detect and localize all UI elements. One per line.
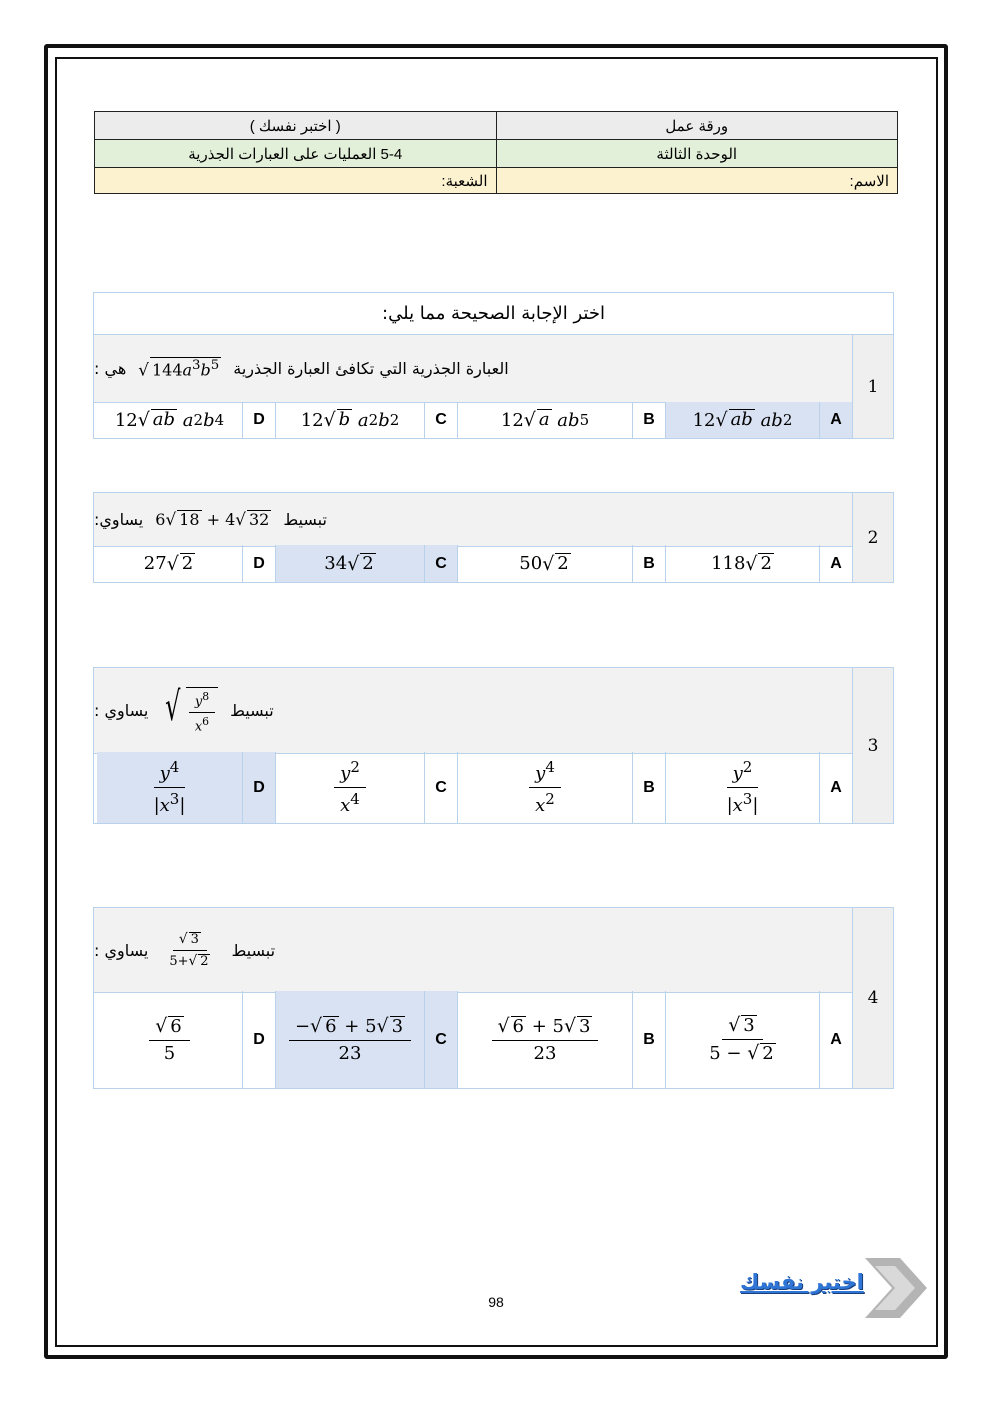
option-a[interactable]: $\frac{√ 3}{5 - √ 2}$ bbox=[665, 991, 819, 1088]
stem-text: العبارة الجذرية التي تكافئ العبارة الجذرية bbox=[233, 359, 509, 378]
option-d[interactable]: $\frac{√ 6}{5}$ bbox=[97, 991, 242, 1088]
question-number: 3 bbox=[852, 668, 893, 823]
option-label-d: D bbox=[242, 991, 275, 1088]
option-label-b: B bbox=[632, 752, 665, 823]
option-label-b: B bbox=[632, 991, 665, 1088]
question-4 bbox=[93, 907, 894, 1089]
self-test-badge[interactable]: اختبر نفسك bbox=[740, 1270, 864, 1294]
question-stem bbox=[94, 668, 852, 754]
option-label-d: D bbox=[242, 752, 275, 823]
option-c[interactable]: $\frac{y^2}{x^4}$ bbox=[275, 752, 424, 823]
option-d[interactable]: 27 √ 2 bbox=[143, 552, 194, 575]
stem-text: تبسيط bbox=[230, 701, 274, 720]
stem-math: √ $\frac{y^8}{x^6}$ bbox=[160, 687, 218, 735]
stem-text: تبسيط bbox=[283, 510, 327, 529]
option-d[interactable]: $\frac{y^4}{|x^3|}$ bbox=[97, 752, 242, 823]
option-c[interactable]: 12 √ b a 2 b 2 bbox=[275, 402, 424, 438]
question-stem bbox=[94, 335, 852, 403]
option-label-a: A bbox=[819, 402, 852, 438]
option-label-d: D bbox=[242, 402, 275, 438]
question-1 bbox=[93, 334, 894, 439]
option-label-d: D bbox=[242, 545, 275, 582]
stem-after-text: هي : bbox=[94, 359, 127, 378]
option-b[interactable]: 12 √ a ab 5 bbox=[457, 402, 632, 438]
answer-options bbox=[94, 752, 852, 823]
option-a[interactable]: $\frac{y^2}{|x^3|}$ bbox=[665, 752, 819, 823]
stem-after-text: يساوي : bbox=[94, 940, 149, 960]
option-c[interactable]: $\frac{-√ 6 + 5√ 3}{23}$ bbox=[275, 991, 424, 1088]
answer-options bbox=[94, 402, 852, 438]
question-stem bbox=[94, 908, 852, 993]
option-a[interactable]: 12 √ ab ab 2 bbox=[665, 402, 819, 438]
question-number: 1 bbox=[852, 335, 893, 438]
option-label-c: C bbox=[424, 545, 457, 582]
page-number: 98 bbox=[488, 1294, 504, 1310]
stem-math: √ $144a^3b^5$ bbox=[138, 358, 220, 380]
option-label-c: C bbox=[424, 752, 457, 823]
option-b[interactable]: $\frac{y^4}{x^2}$ bbox=[457, 752, 632, 823]
stem-after-text: يساوي : bbox=[94, 701, 149, 720]
worksheet-label: ورقة عمل bbox=[496, 112, 898, 140]
section-field-label: الشعبة: bbox=[95, 168, 497, 194]
stem-after-text: يساوي: bbox=[94, 510, 144, 529]
option-label-c: C bbox=[424, 991, 457, 1088]
unit-label: الوحدة الثالثة bbox=[496, 140, 898, 168]
option-b[interactable]: $\frac{√ 6 + 5√ 3}{23}$ bbox=[457, 991, 632, 1088]
answer-options bbox=[94, 545, 852, 582]
question-2 bbox=[93, 492, 894, 583]
question-3 bbox=[93, 667, 894, 824]
option-label-b: B bbox=[632, 545, 665, 582]
option-b[interactable]: 50 √ 2 bbox=[457, 545, 632, 582]
stem-math: 6√ 18 + 4√ 32 bbox=[155, 509, 270, 530]
option-label-a: A bbox=[819, 545, 852, 582]
option-d[interactable]: 12 √ ab a 2 b 4 bbox=[114, 409, 225, 431]
option-label-a: A bbox=[819, 752, 852, 823]
self-test-label: ( اختبر نفسك ) bbox=[95, 112, 497, 140]
stem-text: تبسيط bbox=[231, 940, 276, 960]
question-stem bbox=[94, 493, 852, 547]
question-number: 2 bbox=[852, 493, 893, 582]
option-label-a: A bbox=[819, 991, 852, 1088]
name-field-label: الاسم: bbox=[496, 168, 898, 194]
option-a[interactable]: 118 √ 2 bbox=[665, 545, 819, 582]
option-label-c: C bbox=[424, 402, 457, 438]
question-number: 4 bbox=[852, 908, 893, 1088]
option-c[interactable]: 34 √ 2 bbox=[275, 545, 424, 582]
answer-options bbox=[94, 991, 852, 1088]
lesson-title: 5-4 العمليات على العبارات الجذرية bbox=[95, 140, 497, 168]
option-label-b: B bbox=[632, 402, 665, 438]
instruction-title: اختر الإجابة الصحيحة مما يلي: bbox=[93, 292, 894, 335]
stem-math: $\frac{√ 3}{5+√ 2}$ bbox=[169, 930, 209, 969]
worksheet-header-table bbox=[94, 111, 898, 194]
